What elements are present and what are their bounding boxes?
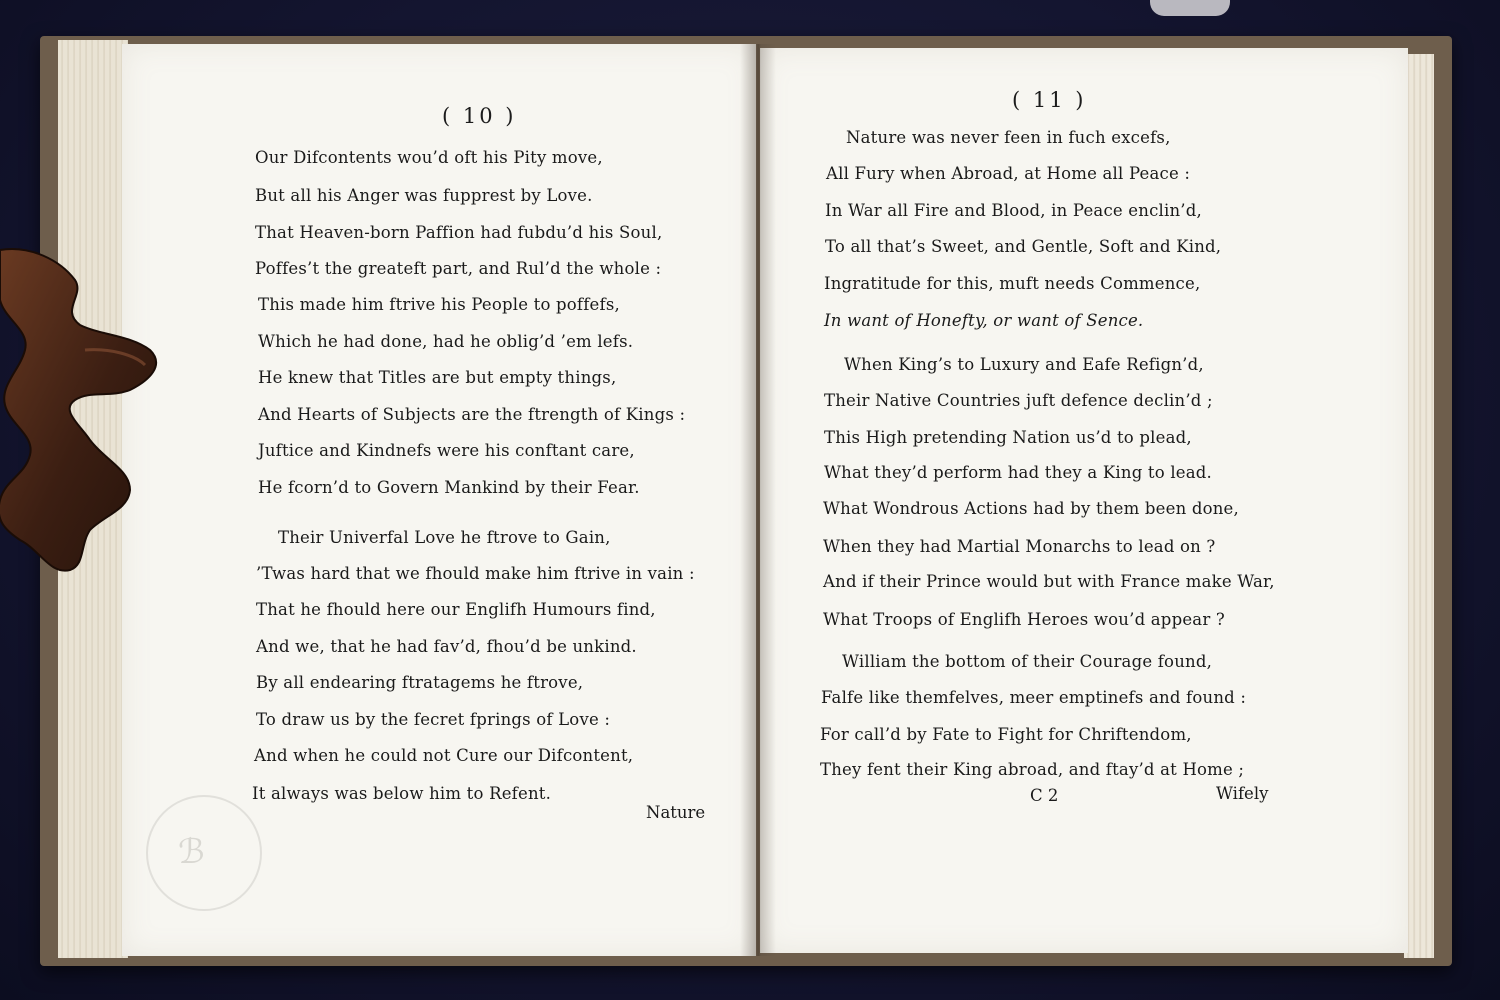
text-line: But all his Anger was fupprest by Love. [255, 186, 593, 205]
text-line: To draw us by the fecret fprings of Love : [256, 710, 611, 729]
text-line: This High pretending Nation us’d to plead, [824, 428, 1192, 447]
text-line: Their Native Countries juft defence declin’d ; [824, 391, 1213, 410]
book-clip [0, 240, 170, 580]
text-line: They fent their King abroad, and ftay’d at Home ; [820, 760, 1245, 779]
page-edges-right [1404, 54, 1434, 958]
text-line: What Wondrous Actions had by them been done, [823, 499, 1239, 518]
text-line: Which he had done, had he oblig’d ’em lefs. [258, 332, 634, 351]
text-line: All Fury when Abroad, at Home all Peace : [826, 164, 1191, 183]
text-line: When they had Martial Monarchs to lead on ? [823, 537, 1216, 556]
text-line: Our Difcontents wou’d oft his Pity move, [255, 148, 603, 167]
catchword-right: Wifely [1216, 784, 1269, 803]
text-line: To all that’s Sweet, and Gentle, Soft and Kind, [825, 237, 1222, 256]
text-line: Their Univerfal Love he ftrove to Gain, [278, 528, 611, 547]
text-line: For call’d by Fate to Fight for Chriftendom, [820, 725, 1192, 744]
text-line: He knew that Titles are but empty things, [258, 368, 617, 387]
text-line: Poffes’t the greateft part, and Rul’d the whole : [255, 259, 662, 278]
text-line: ’Twas hard that we fhould make him ftrive in vain : [256, 564, 695, 583]
text-line: It always was below him to Refent. [252, 784, 552, 803]
text-line: Juftice and Kindnefs were his conftant care, [258, 441, 635, 460]
text-line-italic: In want of Honefty, or want of Sence. [824, 311, 1144, 330]
text-line: By all endearing ftratagems he ftrove, [256, 673, 584, 692]
page-number-right: ( 11 ) [1012, 88, 1087, 112]
text-line: And Hearts of Subjects are the ftrength of Kings : [258, 405, 686, 424]
text-line: In War all Fire and Blood, in Peace enclin’d, [825, 201, 1202, 220]
page-number-left: ( 10 ) [442, 104, 517, 128]
text-line: What they’d perform had they a King to lead. [824, 463, 1213, 482]
text-line: When King’s to Luxury and Eafe Refign’d, [844, 355, 1204, 374]
book-gutter [740, 44, 776, 956]
text-line: And we, that he had fav’d, fhou’d be unkind. [256, 637, 637, 656]
text-line: William the bottom of their Courage found, [842, 652, 1213, 671]
text-line: What Troops of Englifh Heroes wou’d appear ? [823, 610, 1225, 629]
text-line: That he fhould here our Englifh Humours find, [256, 600, 656, 619]
text-line: And when he could not Cure our Difcontent, [254, 746, 634, 765]
text-line: He fcorn’d to Govern Mankind by their Fear. [258, 478, 640, 497]
catchword-left: Nature [646, 803, 706, 822]
metal-ornament [1150, 0, 1230, 16]
text-line: Falfe like themfelves, meer emptinefs and found : [821, 688, 1247, 707]
text-line: Ingratitude for this, muft needs Commence, [824, 274, 1201, 293]
text-line: And if their Prince would but with France make War, [823, 572, 1275, 591]
signature-mark: C 2 [1030, 786, 1059, 805]
text-line: Nature was never feen in fuch excefs, [846, 128, 1171, 147]
library-stamp: ℬ [146, 795, 262, 911]
text-line: That Heaven-born Paffion had fubdu’d his Soul, [255, 223, 663, 242]
text-line: This made him ftrive his People to poffefs, [258, 295, 620, 314]
